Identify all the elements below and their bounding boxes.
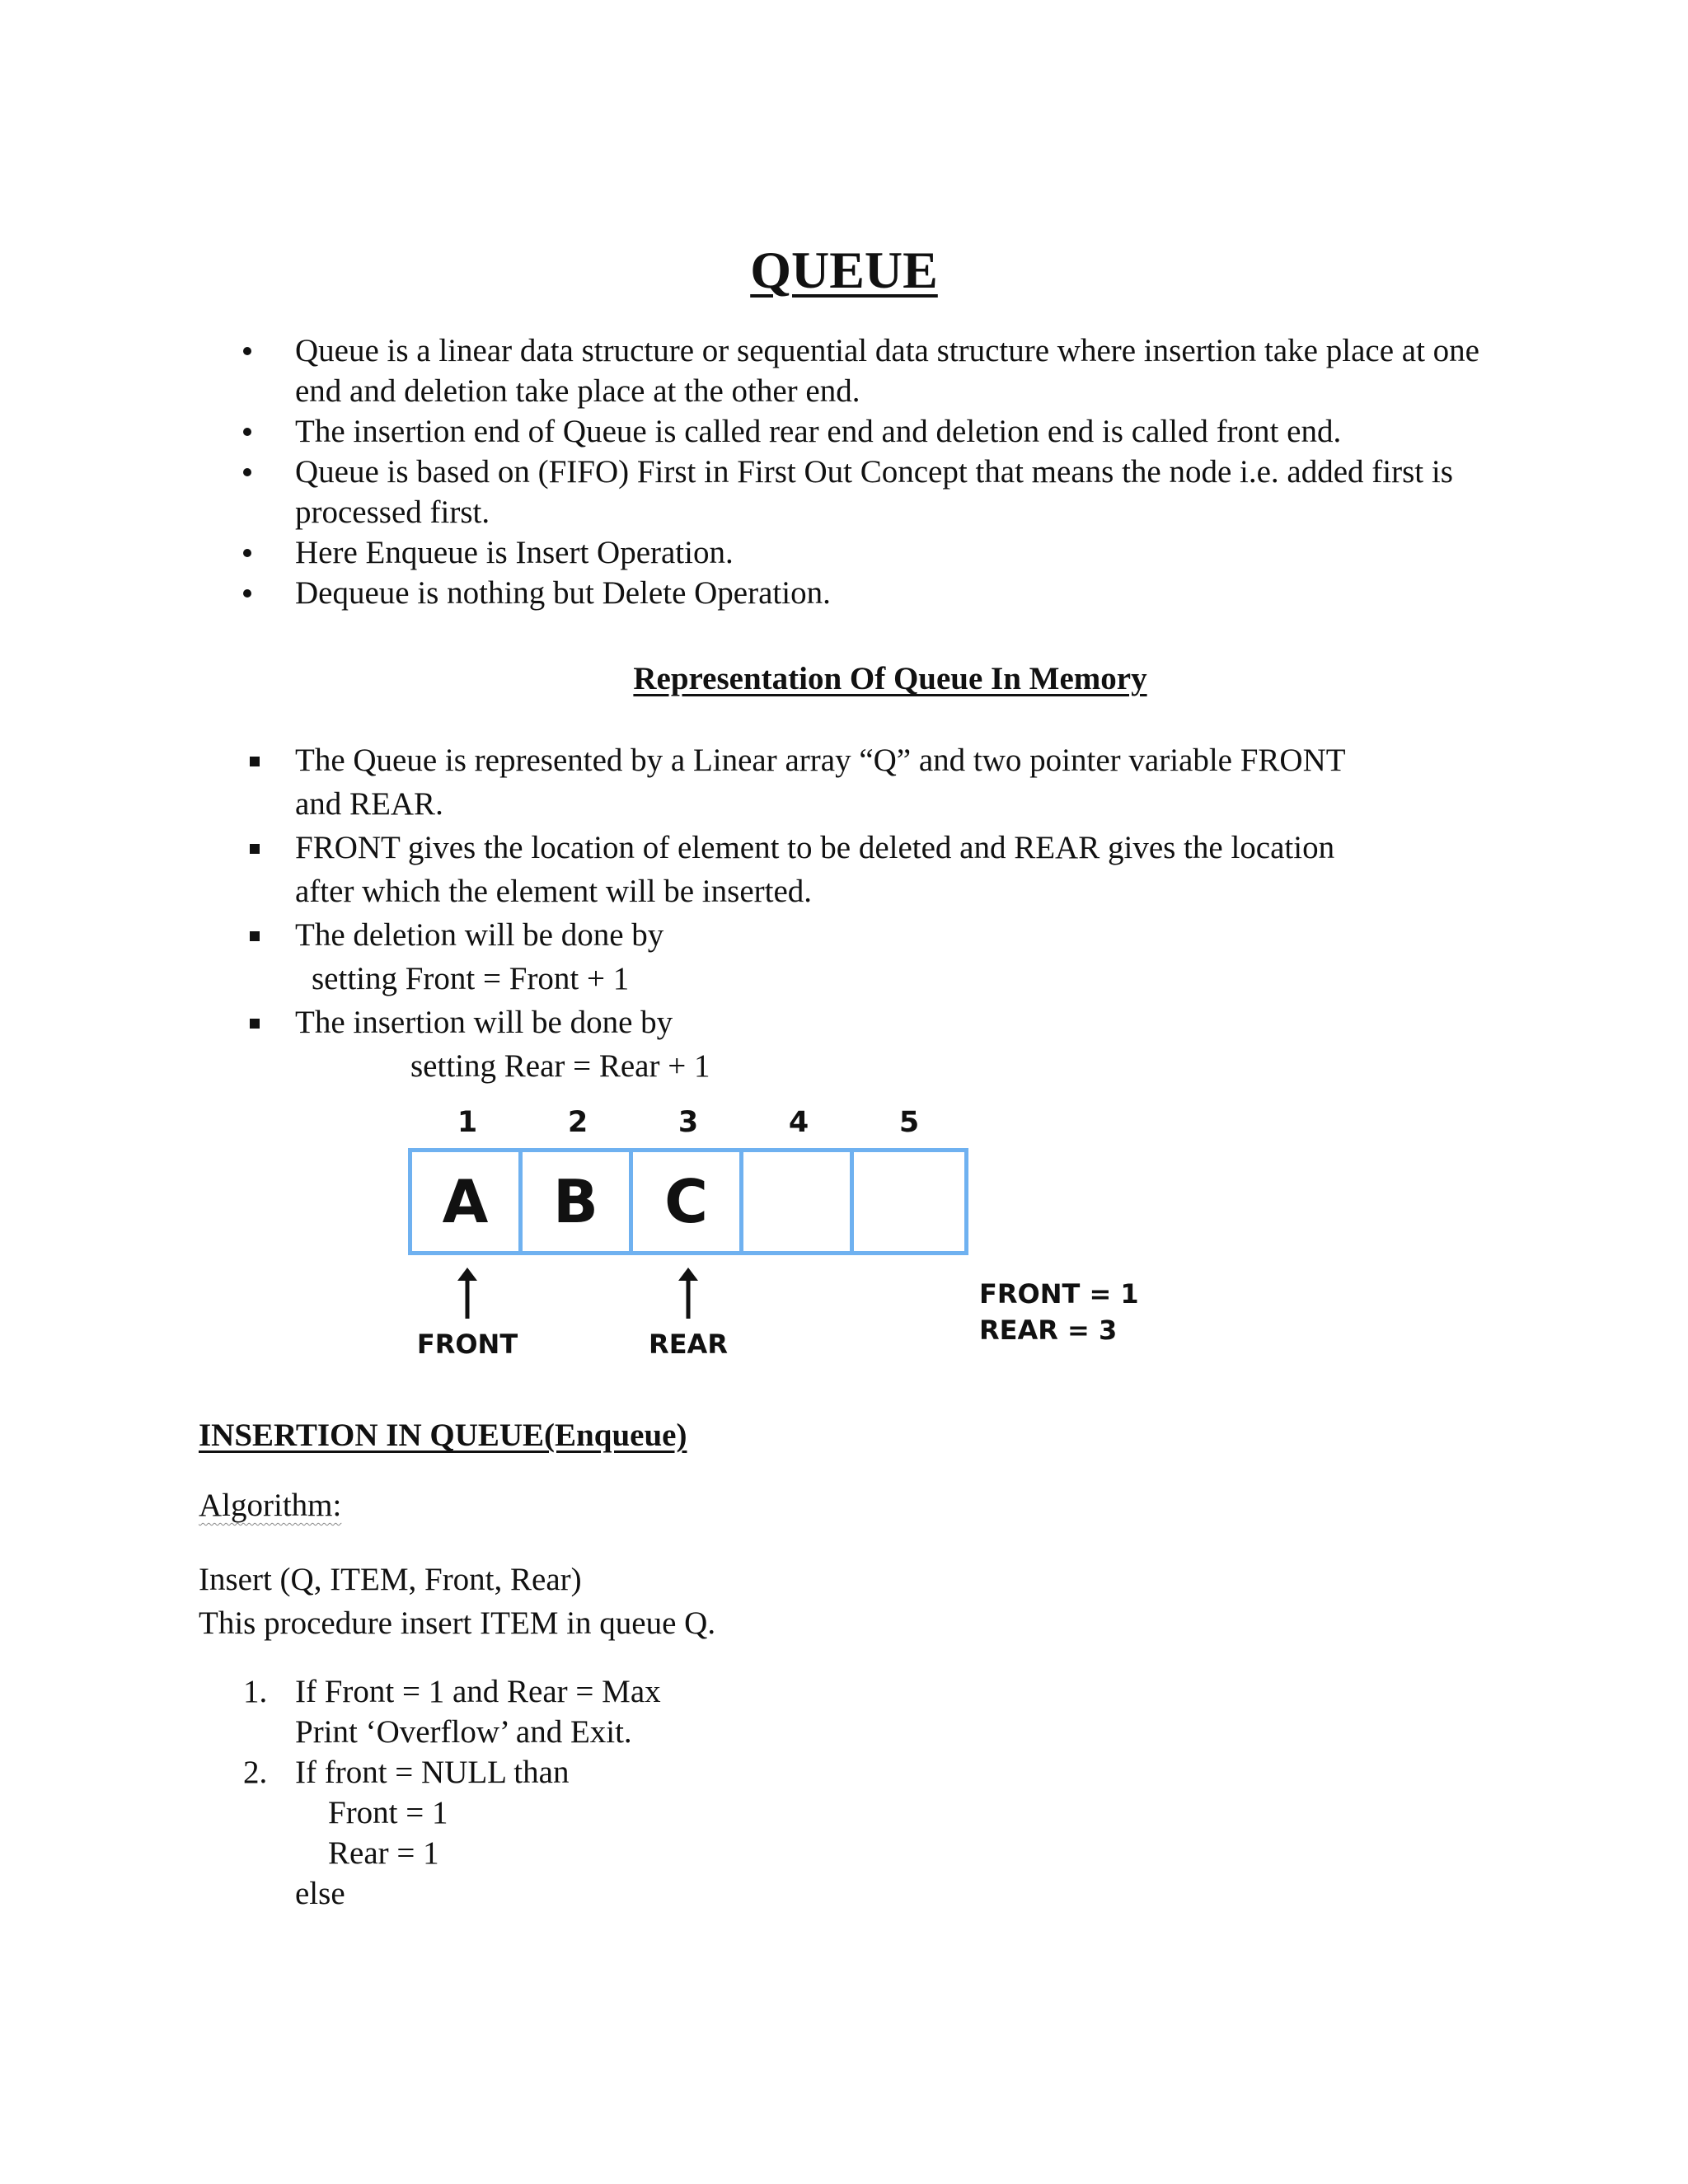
else-line: else: [295, 1876, 345, 1911]
algorithm-step: [243, 1671, 661, 1752]
queue-cell: [743, 1152, 854, 1251]
rear-arrow-icon: [672, 1268, 705, 1319]
algorithm-label: Algorithm:: [199, 1488, 342, 1523]
list-item-formula: setting Rear = Rear + 1: [410, 1048, 710, 1084]
index-label: 5: [898, 1106, 920, 1139]
index-label: 1: [457, 1106, 478, 1139]
front-value: FRONT = 1: [979, 1278, 1139, 1310]
step-line: If Front = 1 and Rear = Max: [295, 1674, 661, 1709]
step-number: 1.: [243, 1674, 268, 1709]
step-line: If front = NULL than: [295, 1755, 570, 1790]
list-item: FRONT gives the location of element to be deleted and REAR gives the location after which the element will be inserted.: [243, 826, 1367, 913]
queue-array: [408, 1148, 968, 1255]
representation-list: [243, 738, 1479, 1088]
index-label: 2: [567, 1106, 588, 1139]
bullet-item: Dequeue is nothing but Delete Operation.: [243, 573, 1479, 613]
list-item: The deletion will be done by setting Front = Front + 1: [243, 913, 1479, 1001]
list-item-formula: setting Front = Front + 1: [312, 961, 630, 996]
intro-bullet-list: [243, 330, 1479, 613]
queue-cell: C: [633, 1152, 743, 1251]
bullet-dot: [243, 347, 251, 355]
insertion-heading: INSERTION IN QUEUE(Enqueue): [199, 1418, 687, 1453]
queue-cell: B: [523, 1152, 633, 1251]
pointer-values: [979, 1276, 1139, 1348]
index-label: 3: [678, 1106, 699, 1139]
procedure-signature: Insert (Q, ITEM, Front, Rear): [199, 1562, 582, 1597]
index-label: 4: [788, 1106, 809, 1139]
queue-cell: A: [412, 1152, 523, 1251]
front-arrow-icon: [451, 1268, 484, 1319]
bullet-item: The insertion end of Queue is called rear end and deletion end is called front end.: [243, 411, 1479, 452]
bullet-dot: [243, 468, 251, 476]
rear-pointer-label: REAR: [649, 1329, 728, 1360]
bullet-item: Queue is based on (FIFO) First in First Out Concept that means the node i.e. added first is processed first.: [243, 452, 1479, 532]
step-line: Print ‘Overflow’ and Exit.: [295, 1714, 632, 1750]
procedure-block: [199, 1558, 715, 1645]
step-number: 2.: [243, 1755, 268, 1790]
front-pointer-label: FRONT: [416, 1329, 518, 1360]
bullet-square: [250, 1019, 260, 1029]
queue-cell: [854, 1152, 964, 1251]
bullet-dot: [243, 589, 251, 598]
bullet-dot: [243, 428, 251, 436]
list-item: The Queue is represented by a Linear array “Q” and two pointer variable FRONT and REAR.: [243, 738, 1367, 826]
bullet-square: [250, 931, 260, 941]
bullet-square: [250, 844, 260, 854]
procedure-description: This procedure insert ITEM in queue Q.: [199, 1605, 716, 1641]
representation-heading: Representation Of Queue In Memory: [633, 661, 1147, 696]
bullet-dot: [243, 549, 251, 557]
bullet-item: Queue is a linear data structure or sequential data structure where insertion take place at one end and deletion take place at the other end.: [243, 330, 1479, 411]
algorithm-steps: [243, 1671, 661, 1873]
page-title: QUEUE: [750, 241, 938, 299]
step-line: Front = 1: [328, 1795, 448, 1830]
bullet-square: [250, 757, 260, 766]
algorithm-step: [243, 1752, 661, 1873]
bullet-item: Here Enqueue is Insert Operation.: [243, 532, 1479, 573]
step-line: Rear = 1: [328, 1835, 439, 1871]
list-item: The insertion will be done by setting Rear = Rear + 1: [243, 1001, 1479, 1088]
rear-value: REAR = 3: [979, 1315, 1118, 1346]
